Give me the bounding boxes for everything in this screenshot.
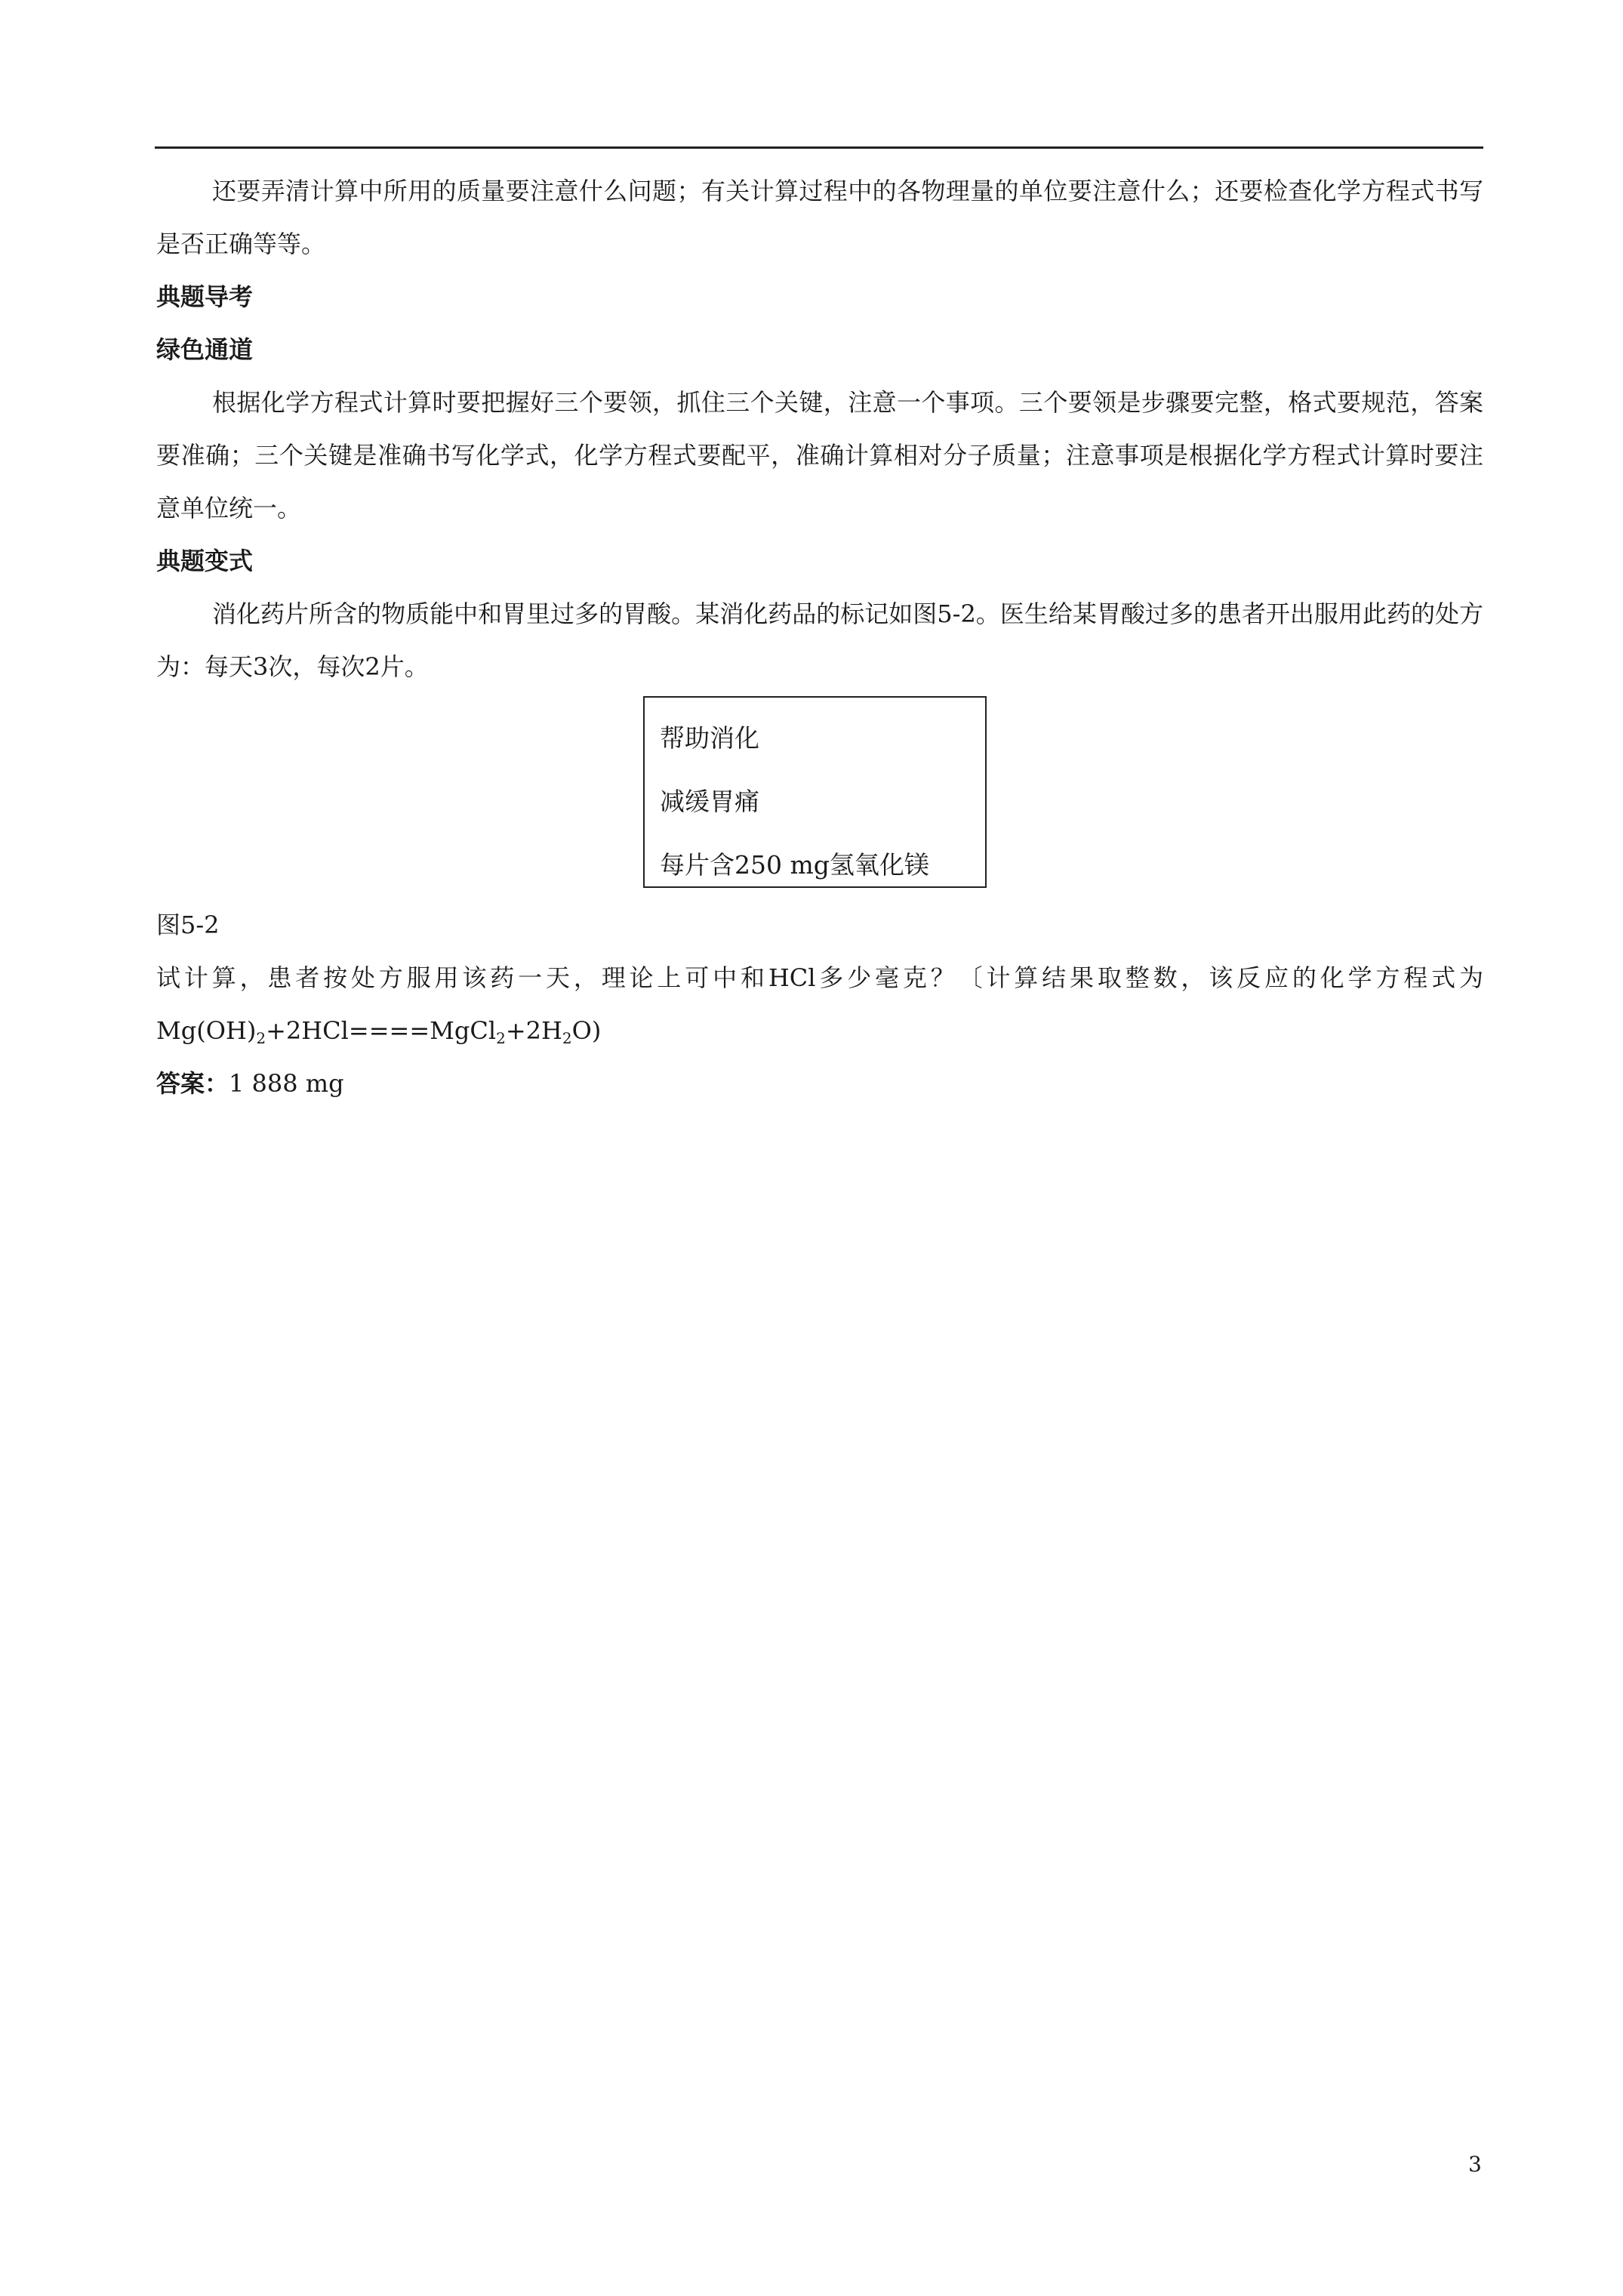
paragraph-problem-statement: 消化药片所含的物质能中和胃里过多的胃酸。某消化药品的标记如图5-2。医生给某胃酸过多的患者开出服用此药的处方为：每天3次，每次2片。 bbox=[156, 599, 1483, 681]
heading-dianti-daokao: 典题导考 bbox=[156, 282, 254, 311]
question-text: 试计算，患者按处方服用该药一天，理论上可中和HCl多少毫克？〔计算结果取整数，该反应的化学方程式为 bbox=[156, 963, 1483, 992]
heading-lvse-tongdao: 绿色通道 bbox=[156, 335, 254, 364]
eq-sub-2c: 2 bbox=[562, 1029, 572, 1047]
answer-line bbox=[156, 1057, 1483, 1110]
figure-caption: 图5-2 bbox=[156, 911, 220, 939]
paragraph-calculation-notes: 还要弄清计算中所用的质量要注意什么问题；有关计算过程中的各物理量的单位要注意什么；还要检查化学方程式书写是否正确等等。 bbox=[156, 177, 1483, 258]
label-line-aid-digestion: 帮助消化 bbox=[660, 723, 759, 753]
header-rule bbox=[155, 146, 1483, 149]
eq-part-o: O) bbox=[571, 1016, 602, 1045]
eq-sub-2b: 2 bbox=[496, 1029, 506, 1047]
eq-part-mgoh: Mg(OH) bbox=[156, 1016, 257, 1045]
label-line-dosage: 每片含250 mg氢氧化镁 bbox=[660, 850, 929, 880]
eq-sub-2a: 2 bbox=[256, 1029, 266, 1047]
answer-label: 答案： bbox=[156, 1069, 229, 1098]
eq-part-hcl: +2HCl====MgCl bbox=[266, 1016, 497, 1045]
figure-5-2 bbox=[156, 696, 1483, 898]
chemical-equation bbox=[156, 1016, 601, 1045]
paragraph-green-channel: 根据化学方程式计算时要把握好三个要领，抓住三个关键，注意一个事项。三个要领是步骤要完整，格式要规范，答案要准确；三个关键是准确书写化学式，化学方程式要配平，准确计算相对分子质量；注意事项是根据化学方程式计算时要注意单位统一。 bbox=[156, 388, 1483, 522]
heading-dianti-bianshi: 典题变式 bbox=[156, 547, 254, 575]
eq-part-h: +2H bbox=[505, 1016, 562, 1045]
medicine-label-box bbox=[643, 696, 987, 888]
page-number: 3 bbox=[1468, 2152, 1482, 2177]
page-content bbox=[156, 165, 1483, 1110]
label-line-relieve-pain: 减缓胃痛 bbox=[660, 787, 759, 816]
answer-value: 1 888 mg bbox=[229, 1069, 344, 1098]
question-paragraph bbox=[156, 951, 1483, 1057]
